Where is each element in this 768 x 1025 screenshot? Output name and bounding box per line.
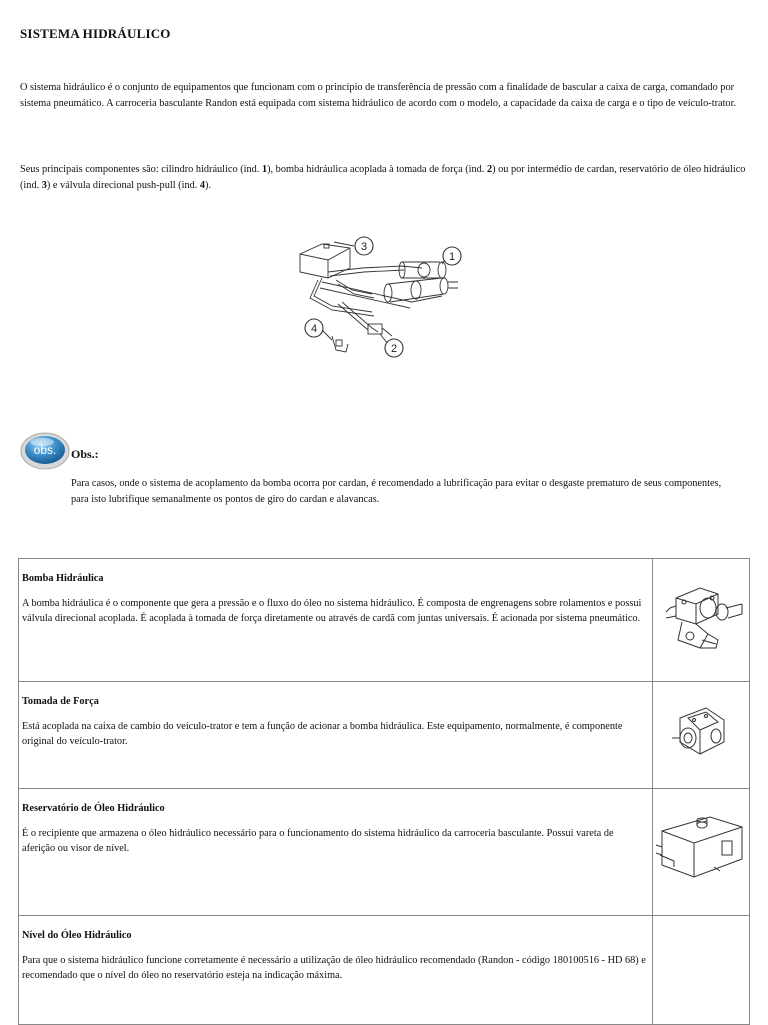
callout-4: 4	[310, 323, 318, 335]
component-heading: Tomada de Força	[22, 696, 99, 707]
component-description: A bomba hidráulica é o componente que gera a pressão e o fluxo do óleo no sistema hidráulico. É composta de engrenagens sobre rolamentos e possui válvula direcional acoplada. É acoplada à tomada de força diretamente ou através de cardã com juntas universais. É acionada por sistema pneumático.	[22, 598, 642, 624]
svg-text:obs.: obs.	[33, 443, 57, 457]
obs-text: Para casos, onde o sistema de acoplamento da bomba ocorra por cardan, é recomendado a lubrificação para evitar o desgaste prematuro de seus componentes, para isto lubrifique semanalmente os pontos de giro do cardan e alavancas.	[71, 478, 722, 505]
component-description: É o recipiente que armazena o óleo hidráulico necessário para o funcionamento do sistema hidráulico da carroceria basculante. Possui vareta de aferição ou visor de nível.	[22, 828, 614, 854]
power-take-off-icon	[666, 698, 736, 768]
table-row	[19, 559, 750, 682]
table-row	[19, 789, 750, 916]
callout-2: 2	[390, 343, 398, 355]
component-description: Está acoplada na caixa de cambio do veículo-trator e tem a função de acionar a bomba hidráulica. Este equipamento, normalmente, é componente original do veículo-trator.	[22, 721, 623, 747]
intro-paragraph: O sistema hidráulico é o conjunto de equipamentos que funcionam com o princípio de transferência de pressão com a finalidade de bascular a caixa de carga, comandado por sistema pneumático. A carroceria basculante Randon está equipada com sistema hidráulico de acordo com o modelo, a capacidade da caixa de carga e o tipo de veículo-trator.	[20, 82, 737, 109]
table-row	[19, 916, 750, 1025]
page-title: SISTEMA HIDRÁULICO	[20, 26, 171, 41]
hydraulic-system-diagram	[292, 232, 472, 368]
hydraulic-pump-icon	[656, 578, 746, 658]
components-table	[18, 558, 750, 1025]
component-heading: Reservatório de Óleo Hidráulico	[22, 803, 165, 814]
component-description: Para que o sistema hidráulico funcione corretamente é necessário a utilização de óleo hidráulico recomendado (Randon - código 180100516 - HD 68) e recomendado que o nível do óleo no reservatório esteja na indicação máxima.	[22, 955, 646, 981]
oil-reservoir-icon	[654, 807, 748, 893]
obs-title: Obs.:	[71, 447, 99, 461]
table-row	[19, 682, 750, 789]
callout-1: 1	[448, 251, 456, 263]
callout-3: 3	[360, 241, 368, 253]
component-heading: Bomba Hidráulica	[22, 573, 104, 584]
component-heading: Nível do Óleo Hidráulico	[22, 930, 132, 941]
obs-icon	[20, 430, 70, 470]
components-paragraph: Seus principais componentes são: cilindro hidráulico (ind. 1), bomba hidráulica acoplada à tomada de força (ind. 2) ou por intermédio de cardan, reservatório de óleo hidráulico (ind. 3) e válvula direcional push-pull (ind. 4).	[20, 164, 746, 191]
